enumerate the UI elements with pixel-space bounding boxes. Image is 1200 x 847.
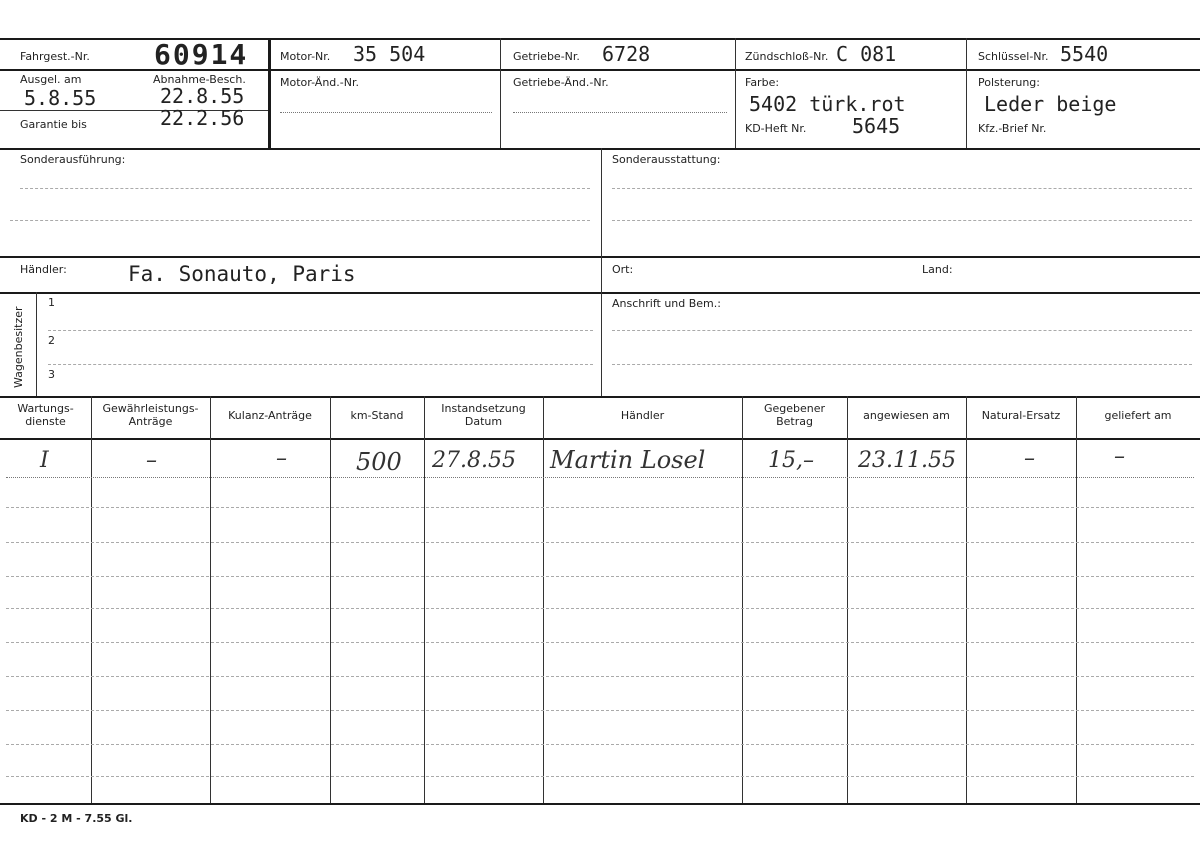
col-header-natural-ersatz: Natural-Ersatz [981, 409, 1061, 422]
rule-v-col7 [847, 396, 848, 803]
table-row-line-8 [6, 710, 1194, 711]
cell-wartungsdienste: I [40, 448, 49, 473]
col-header-angewiesen: angewiesen am [863, 409, 950, 422]
col-header-wartungsdienste: Wartungs- dienste [17, 402, 74, 428]
kfz-brief-label: Kfz.-Brief Nr. [978, 122, 1047, 135]
table-row-line-3 [6, 542, 1194, 543]
anschrift-line-1 [612, 330, 1192, 331]
polsterung-label: Polsterung: [978, 76, 1040, 89]
col-header-betrag: Gegebener Betrag [763, 402, 826, 428]
ort-label: Ort: [612, 263, 634, 276]
motor-aend-line [280, 112, 492, 113]
cell-betrag: 15,– [768, 448, 814, 473]
getriebe-aend-label: Getriebe-Änd.-Nr. [513, 76, 609, 89]
zuendschloss-label: Zündschloß-Nr. [745, 50, 829, 63]
rule-table-header [0, 438, 1200, 440]
rule-section3 [0, 256, 1200, 258]
sonderausfuehrung-label: Sonderausführung: [20, 153, 126, 166]
rule-v-col6 [742, 396, 743, 803]
wagenbesitzer-label: Wagenbesitzer [12, 306, 25, 388]
table-row-line-9 [6, 744, 1194, 745]
getriebe-value: 6728 [602, 42, 651, 66]
schluessel-label: Schlüssel-Nr. [978, 50, 1049, 63]
rule-v-col9 [1076, 396, 1077, 803]
table-row-line-1 [6, 477, 1194, 478]
cell-instandsetzung: 27.8.55 [432, 448, 516, 473]
sonderausfuehrung-line-2 [10, 220, 590, 221]
getriebe-aend-line [513, 112, 727, 113]
col-header-gewaehrleistung: Gewährleistungs- Anträge [102, 402, 199, 428]
garantie-label: Garantie bis [20, 118, 87, 131]
sonderausstattung-line-2 [612, 220, 1192, 221]
schluessel-value: 5540 [1060, 42, 1109, 66]
abnahme-value: 22.8.55 [160, 84, 245, 108]
rule-v-col1 [91, 396, 92, 803]
rule-v-fahrgest [268, 38, 271, 148]
rule-v-col5 [543, 396, 544, 803]
table-row-line-10 [6, 776, 1194, 777]
rule-section4 [0, 292, 1200, 294]
rule-v-sonder [601, 148, 602, 396]
table-row-line-2 [6, 507, 1194, 508]
rule-v-owner [36, 292, 37, 396]
farbe-value: 5402 türk.rot [749, 92, 906, 116]
col-header-haendler: Händler [620, 409, 665, 422]
motor-label: Motor-Nr. [280, 50, 331, 63]
rule-v-motor [500, 38, 501, 148]
anschrift-line-2 [612, 364, 1192, 365]
owner-number-1: 1 [48, 296, 55, 309]
ausgel-value: 5.8.55 [24, 86, 97, 110]
footer-code: KD - 2 M - 7.55 Gl. [20, 812, 133, 825]
anschrift-label: Anschrift und Bem.: [612, 297, 721, 310]
ausgel-label: Ausgel. am [20, 73, 82, 86]
cell-angewiesen: 23.11.55 [858, 448, 956, 473]
col-header-kulanz: Kulanz-Anträge [228, 409, 312, 422]
sonderausstattung-label: Sonderausstattung: [612, 153, 721, 166]
cell-km-stand: 500 [356, 448, 402, 476]
rule-v-col2 [210, 396, 211, 803]
col-header-km-stand: km-Stand [350, 409, 404, 422]
table-row-line-7 [6, 676, 1194, 677]
farbe-label: Farbe: [745, 76, 780, 89]
rule-bottom [0, 803, 1200, 805]
table-row-line-5 [6, 608, 1194, 609]
owner-line-1 [48, 330, 593, 331]
table-row-line-4 [6, 576, 1194, 577]
col-header-instandsetzung: Instandsetzung Datum [441, 402, 526, 428]
owner-number-2: 2 [48, 334, 55, 347]
cell-haendler: Martin Losel [550, 446, 706, 474]
abnahme-label: Abnahme-Besch. [153, 73, 246, 86]
owner-line-2 [48, 364, 593, 365]
haendler-label: Händler: [20, 263, 67, 276]
rule-row2 [0, 148, 1200, 150]
kd-heft-label: KD-Heft Nr. [745, 122, 807, 135]
fahrgest-value: 60914 [154, 38, 249, 71]
rule-v-getriebe [735, 38, 736, 148]
rule-v-zuend [966, 38, 967, 148]
garantie-value: 22.2.56 [160, 106, 245, 130]
getriebe-label: Getriebe-Nr. [513, 50, 580, 63]
sonderausstattung-line-1 [612, 188, 1192, 189]
zuendschloss-value: C 081 [836, 42, 897, 66]
rule-section5 [0, 396, 1200, 398]
sonderausfuehrung-line-1 [20, 188, 590, 189]
cell-geliefert: – [1114, 444, 1125, 469]
haendler-value: Fa. Sonauto, Paris [128, 262, 356, 286]
rule-v-col8 [966, 396, 967, 803]
col-header-geliefert: geliefert am [1104, 409, 1172, 422]
owner-number-3: 3 [48, 368, 55, 381]
fahrgest-label: Fahrgest.-Nr. [20, 50, 90, 63]
motor-aend-label: Motor-Änd.-Nr. [280, 76, 359, 89]
polsterung-value: Leder beige [984, 92, 1117, 116]
motor-value: 35 504 [353, 42, 426, 66]
cell-kulanz: – [276, 446, 287, 471]
cell-gewaehrleistung: – [146, 448, 157, 473]
cell-natural-ersatz: – [1024, 446, 1035, 471]
kd-heft-value: 5645 [852, 114, 901, 138]
table-row-line-6 [6, 642, 1194, 643]
rule-v-col3 [330, 396, 331, 803]
land-label: Land: [922, 263, 953, 276]
rule-v-col4 [424, 396, 425, 803]
